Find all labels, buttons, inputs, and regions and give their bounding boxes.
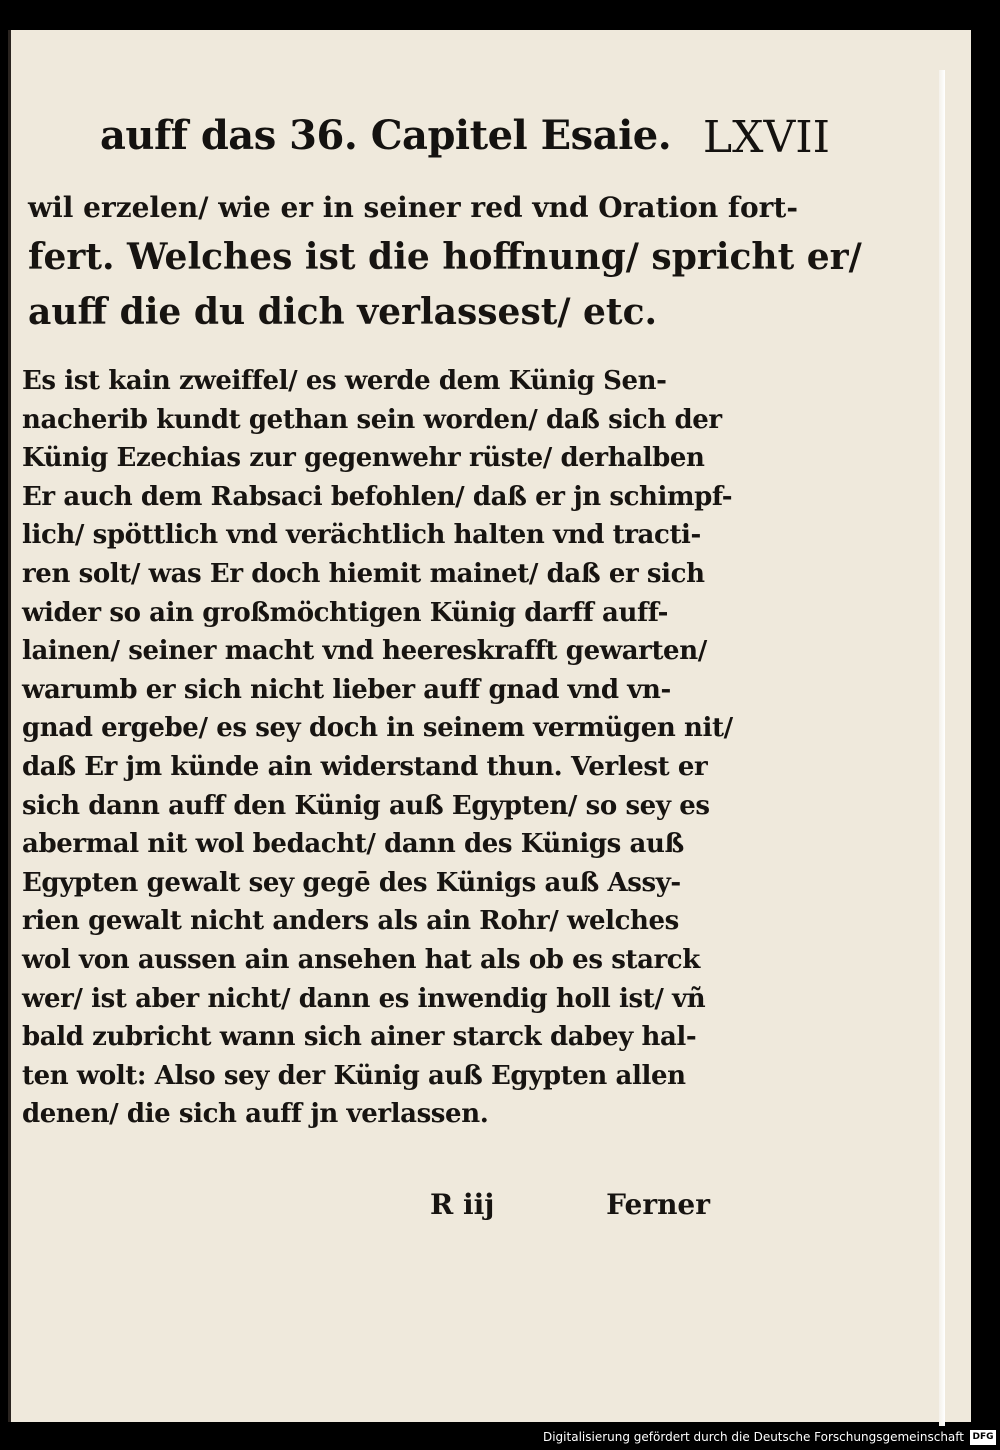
text-line: wer/ ist aber nicht/ dann es inwendig holl ist/ vñ: [22, 983, 706, 1014]
footer-bar: [0, 1426, 1000, 1450]
funding-credit: Digitalisierung gefördert durch die Deutsche Forschungsgemeinschaft: [542, 1430, 964, 1444]
intro-line: fert. Welches ist die hoffnung/ spricht er/: [28, 236, 862, 278]
text-line: gnad ergebe/ es sey doch in seinem vermügen nit/: [22, 713, 733, 744]
text-line: daß Er jm künde ain widerstand thun. Verlest er: [22, 751, 708, 782]
page-header: [100, 112, 830, 184]
text-line: Egypten gewalt sey gegē des Künigs auß Assy-: [22, 867, 681, 898]
text-line: rien gewalt nicht anders als ain Rohr/ welches: [22, 906, 679, 937]
text-line: denen/ die sich auff jn verlassen.: [22, 1099, 489, 1130]
text-line: wol von aussen ain ansehen hat als ob es starck: [22, 944, 700, 975]
text-line: Künig Ezechias zur gegenwehr rüste/ derhalben: [22, 443, 705, 474]
text-line: nacherib kundt gethan sein worden/ daß sich der: [22, 404, 722, 435]
signature-mark: R iij: [430, 1188, 495, 1221]
text-line: ten wolt: Also sey der Künig auß Egypten allen: [22, 1060, 686, 1091]
dfg-logo: DFG: [970, 1430, 996, 1445]
running-title: auff das 36. Capitel Esaie.: [100, 112, 672, 159]
text-line: sich dann auff den Künig auß Egypten/ so sey es: [22, 790, 710, 821]
page-edge: [939, 70, 945, 1430]
text-line: bald zubricht wann sich ainer starck dabey hal-: [22, 1022, 697, 1053]
body-paragraph: [22, 362, 733, 1134]
text-line: lainen/ seiner macht vnd heereskrafft gewarten/: [22, 636, 707, 667]
text-line: lich/ spöttlich vnd verächtlich halten vnd tracti-: [22, 520, 701, 551]
text-line: Es ist kain zweiffel/ es werde dem Künig Sen-: [22, 366, 667, 396]
intro-line: wil erzelen/ wie er in seiner red vnd Oration fort-: [28, 191, 798, 224]
intro-line: auff die du dich verlassest/ etc.: [28, 291, 658, 333]
catchword: Ferner: [606, 1188, 710, 1221]
signature-line: [430, 1188, 720, 1228]
text-line: warumb er sich nicht lieber auff gnad vnd vn-: [22, 674, 671, 705]
text-line: wider so ain großmöchtigen Künig darff auff-: [22, 597, 669, 628]
text-line: ren solt/ was Er doch hiemit mainet/ daß er sich: [22, 558, 705, 589]
text-line: Er auch dem Rabsaci befohlen/ daß er jn schimpf-: [22, 481, 733, 512]
text-line: abermal nit wol bedacht/ dann des Künigs auß: [22, 829, 684, 860]
folio-number: LXVII: [702, 112, 830, 163]
intro-paragraph: [28, 186, 862, 340]
